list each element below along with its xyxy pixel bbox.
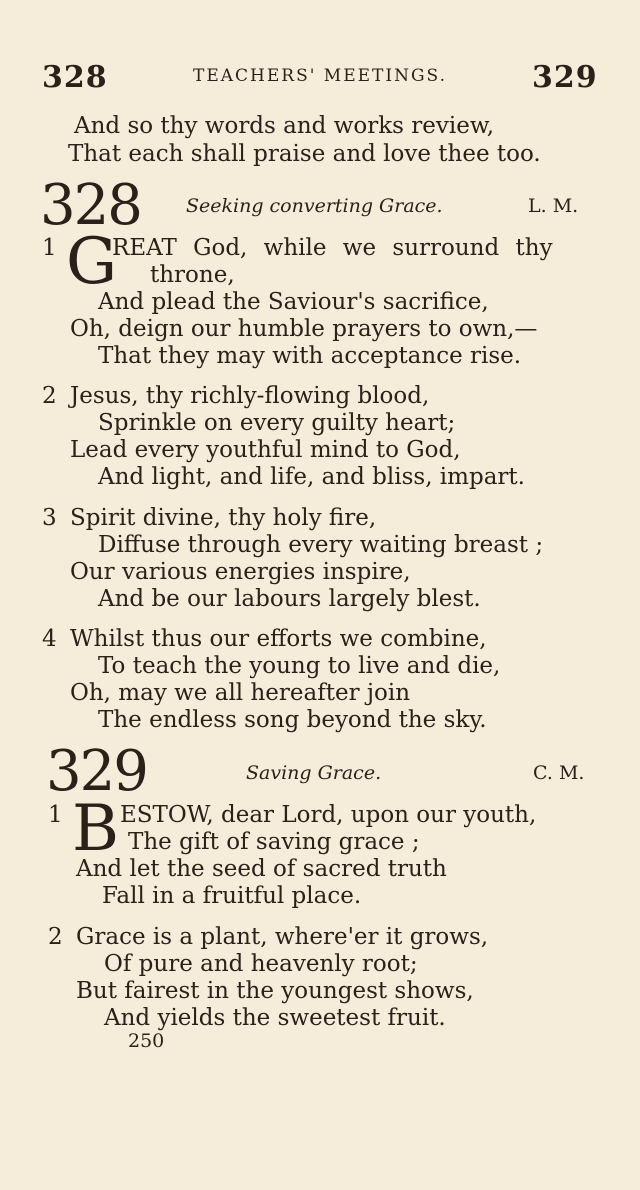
stanza-number: 1 bbox=[42, 235, 57, 261]
verse-line: And let the seed of sacred truth bbox=[76, 856, 447, 882]
verse-line: And light, and life, and bliss, impart. bbox=[98, 464, 525, 490]
drop-cap: G bbox=[66, 225, 118, 299]
left-page-number: 328 bbox=[42, 60, 108, 95]
continuation-line: That each shall praise and love thee too. bbox=[68, 141, 541, 167]
verse-line: And yields the sweetest fruit. bbox=[104, 1005, 446, 1031]
verse-line: Sprinkle on every guilty heart; bbox=[98, 410, 456, 436]
verse-line: Of pure and heavenly root; bbox=[104, 951, 418, 977]
hymn-subtitle: Saving Grace. bbox=[246, 762, 382, 784]
stanza-number: 2 bbox=[42, 383, 57, 409]
stanza-number: 2 bbox=[48, 924, 63, 950]
verse-line: throne, bbox=[150, 262, 235, 288]
verse-line: And plead the Saviour's sacrifice, bbox=[98, 289, 489, 315]
verse-line: Fall in a fruitful place. bbox=[102, 883, 362, 909]
hymn-meter: L. M. bbox=[528, 195, 579, 217]
signature-number: 250 bbox=[128, 1030, 165, 1052]
stanza-number: 4 bbox=[42, 626, 57, 652]
verse-line: Spirit divine, thy holy fire, bbox=[70, 505, 377, 531]
verse-line: The gift of saving grace ; bbox=[128, 829, 420, 855]
running-title: TEACHERS' MEETINGS. bbox=[193, 66, 447, 86]
continuation-line: And so thy words and works review, bbox=[74, 113, 495, 139]
hymn-subtitle: Seeking converting Grace. bbox=[186, 195, 443, 217]
verse-line: Diffuse through every waiting breast ; bbox=[98, 532, 544, 558]
hymn-number: 328 bbox=[40, 173, 141, 238]
stanza-number: 3 bbox=[42, 505, 57, 531]
verse-line: Whilst thus our efforts we combine, bbox=[70, 626, 487, 652]
verse-line: But fairest in the youngest shows, bbox=[76, 978, 474, 1004]
verse-line: Our various energies inspire, bbox=[70, 559, 411, 585]
verse-line: Jesus, thy richly-flowing blood, bbox=[70, 383, 430, 409]
stanza-number: 1 bbox=[48, 802, 63, 828]
verse-line: Grace is a plant, where'er it grows, bbox=[76, 924, 489, 950]
verse-line: ESTOW, dear Lord, upon our youth, bbox=[120, 802, 537, 828]
drop-cap: B bbox=[72, 792, 120, 866]
verse-line: The endless song beyond the sky. bbox=[98, 707, 487, 733]
right-page-number: 329 bbox=[532, 60, 598, 95]
verse-line: That they may with acceptance rise. bbox=[98, 343, 522, 369]
verse-line: And be our labours largely blest. bbox=[98, 586, 481, 612]
hymn-number: 329 bbox=[46, 739, 147, 804]
verse-line: To teach the young to live and die, bbox=[98, 653, 501, 679]
hymn-meter: C. M. bbox=[533, 762, 585, 784]
verse-line: REAT God, while we surround thy bbox=[112, 235, 553, 261]
verse-line: Oh, deign our humble prayers to own,— bbox=[70, 316, 538, 342]
verse-line: Oh, may we all hereafter join bbox=[70, 680, 411, 706]
verse-line: Lead every youthful mind to God, bbox=[70, 437, 461, 463]
